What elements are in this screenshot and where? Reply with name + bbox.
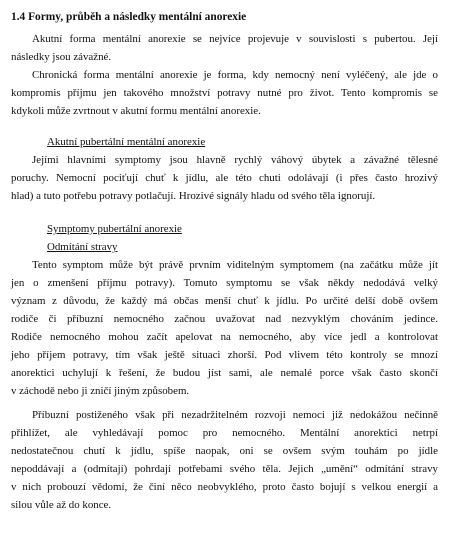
subheading-food-refusal: Odmítání stravy — [47, 241, 118, 253]
text-line: kompromis příjmu jen takového množství potravy nutné pro život. Tento kompromis se — [11, 87, 438, 99]
text-line: Příbuzní postiženého však při nezadržitelném rozvoji nemoci již nedokážou nečinně — [32, 409, 438, 421]
paragraph-acute-form — [11, 30, 438, 66]
text-line: kdykoli může zvrtnout v akutní formu mentální anorexie. — [11, 105, 261, 117]
text-line: jeho příjem potravy, tím však ještě situaci zhorší. Pod vlivem této kontroly se mnozí — [11, 349, 438, 361]
text-line: Tento symptom může být právě prvním viditelným symptomem (na začátku může jít — [32, 259, 438, 271]
text-line: Akutní forma mentální anorexie se nejvíce projevuje v souvislosti s pubertou. Její — [32, 33, 438, 45]
paragraph-food-refusal — [11, 256, 438, 400]
text-line: Jejími hlavními symptomy jsou hlavně rychlý váhový úbytek a závažné tělesné — [32, 154, 438, 166]
paragraph-relatives — [11, 406, 438, 514]
text-line: v nich probouzí vědomí, že činí něco neobvyklého, proto často bojují s velkou energií a — [11, 481, 438, 493]
text-line: Chronická forma mentální anorexie je forma, kdy nemocný není vyléčený, ale jde o — [32, 69, 438, 81]
text-line: v záchodě nebo ji zničí jiným způsobem. — [11, 385, 190, 397]
text-line: silou vůle až do konce. — [11, 499, 112, 511]
text-line: význam z důvodu, že každý má občas menší chuť k jídlu. Po určité delší době ovšem — [11, 295, 438, 307]
section-heading: 1.4 Formy, průběh a následky mentální anorexie — [11, 11, 247, 23]
text-line: rodiče či příbuzní nemocného začnou uvažovat nad nezvyklým chováním jedince. — [11, 313, 438, 325]
text-line: nepoddávají a (odmítají) pohrdají potřebami svého těla. Jejich „umění“ odmítání stravy — [11, 463, 438, 475]
subheading-acute-pubertal: Akutní pubertální mentální anorexie — [47, 136, 206, 148]
subheading-pubertal-symptoms: Symptomy pubertální anorexie — [47, 223, 182, 235]
text-line: jen o zmenšení příjmu potravy). Tomuto symptomu se však někdy nedodává velký — [11, 277, 438, 289]
text-line: hlad) a tuto potřebu potravy potlačují. Hrozivé signály hladu od svého těla ignorují. — [11, 190, 376, 202]
text-line: přihlížet, ale vyhledávají pomoc pro nemocného. Mentální anorektici netrpí — [11, 427, 438, 439]
text-line: následky jsou závažné. — [11, 51, 112, 63]
text-line: poruchy. Nemocní pociťují chuť k jídlu, ale této chuti odolávají (i přes často hrozivý — [11, 172, 438, 184]
paragraph-symptoms-intro — [11, 151, 438, 205]
text-line: anorektici uchylují k řešení, že budou jíst sami, ale nemalé porce však často skončí — [11, 367, 438, 379]
paragraph-chronic-form — [11, 66, 438, 120]
text-line: nedostatečnou chutí k jídlu, spíše naopak, oni se ovšem svým touhám po jídle — [11, 445, 438, 457]
text-line: Rodiče nemocného mohou začít apelovat na nemocného, aby více jedl a kontrolovat — [11, 331, 438, 343]
